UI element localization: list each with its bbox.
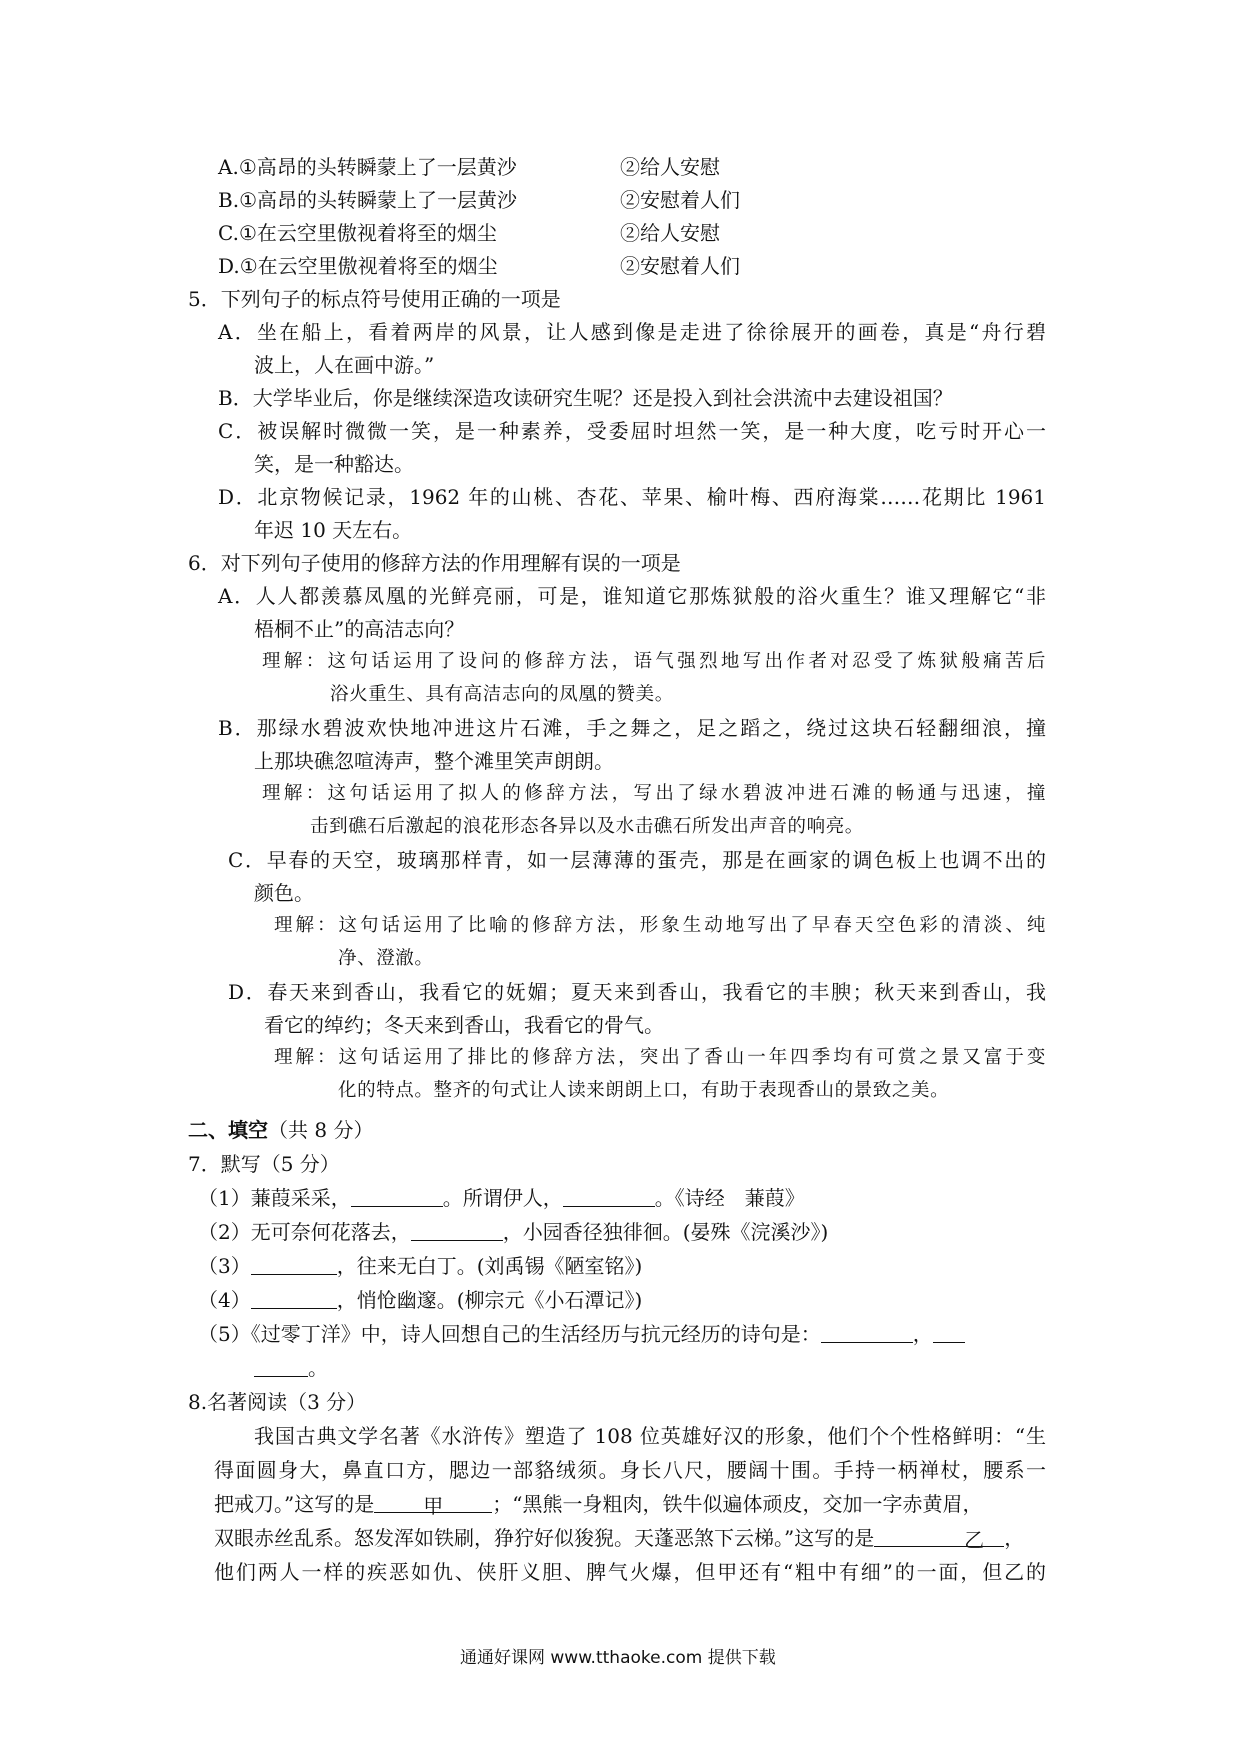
q4-option-d-part2: ②安慰着人们 (620, 254, 740, 278)
q6-option-b-line1: B．那绿水碧波欢快地冲进这片石滩，手之舞之，足之蹈之，绕过这块石轻翻细浪，撞 (218, 716, 1046, 740)
q6-option-d-line2: 看它的绰约；冬天来到香山，我看它的骨气。 (264, 1013, 664, 1037)
q6-option-a-explanation-line2: 浴火重生、具有高洁志向的凤凰的赞美。 (330, 684, 674, 705)
q5-option-b: B．大学毕业后，你是继续深造攻读研究生呢？还是投入到社会洪流中去建设祖国？ (218, 386, 953, 410)
q5-option-c-line2: 笑，是一种豁达。 (254, 452, 414, 476)
answer-blank[interactable] (563, 1186, 655, 1207)
answer-blank[interactable] (251, 1254, 337, 1275)
q7-item-3: （3） ，往来无白丁。(刘禹锡《陋室铭》) (198, 1254, 643, 1278)
answer-blank-yi[interactable]: 乙 (874, 1526, 1004, 1547)
section-heading (188, 1116, 373, 1144)
answer-blank[interactable] (351, 1186, 443, 1207)
q6-option-b-explanation-line2: 击到礁石后激起的浪花形态各异以及水击礁石所发出声音的响亮。 (310, 816, 864, 837)
q5-option-d-line1: D．北京物候记录，1962 年的山桃、杏花、苹果、榆叶梅、西府海棠……花期比 1961 (218, 485, 1046, 509)
q7-item-5-continued: 。 (254, 1354, 328, 1382)
q6-option-d-explanation-line1: 理解：这句话运用了排比的修辞方法，突出了香山一年四季均有可赏之景又富于变 (274, 1047, 1046, 1068)
q4-option-b-part2: ②安慰着人们 (620, 188, 740, 212)
q7-item-4: （4） ，悄怆幽邃。(柳宗元《小石潭记》) (198, 1288, 643, 1312)
q6-option-d-line1: D．春天来到香山，我看它的妩媚；夏天来到香山，我看它的丰腴；秋天来到香山，我 (228, 980, 1046, 1004)
q6-option-b-explanation-line1: 理解：这句话运用了拟人的修辞方法，写出了绿水碧波冲进石滩的畅通与迅速，撞 (262, 783, 1046, 804)
q8-paragraph-line2: 得面圆身大，鼻直口方，腮边一部貉绒须。身长八尺，腰阔十围。手持一柄禅杖，腰系一 (214, 1458, 1046, 1482)
q4-option-c: C.①在云空里傲视着将至的烟尘 (218, 221, 497, 245)
q4-option-c-part2: ②给人安慰 (620, 221, 720, 245)
q6-option-a-line2: 梧桐不止”的高洁志向？ (254, 617, 465, 641)
q5-option-a-line1: A．坐在船上，看着两岸的风景，让人感到像是走进了徐徐展开的画卷，真是“舟行碧 (218, 320, 1046, 344)
q6-option-c-line2: 颜色。 (254, 881, 314, 905)
q7-stem: 7．默写（5 分） (188, 1152, 340, 1176)
q4-option-a-part2: ②给人安慰 (620, 155, 720, 179)
footer-watermark: 通通好课网 www.tthaoke.com 提供下载 (460, 1648, 776, 1668)
q4-option-d: D.①在云空里傲视着将至的烟尘 (218, 254, 498, 278)
section-title: 二、填空 (188, 1118, 268, 1142)
q6-option-b-line2: 上那块礁忽喧涛声，整个滩里笑声朗朗。 (254, 749, 614, 773)
q8-paragraph-line3: 把戒刀。”这写的是 甲 ；“黑熊一身粗肉，铁牛似遍体顽皮，交加一字赤黄眉， (214, 1492, 983, 1518)
q8-paragraph-line1: 我国古典文学名著《水浒传》塑造了 108 位英雄好汉的形象，他们个个性格鲜明：“生 (254, 1424, 1046, 1448)
q5-stem: 5．下列句子的标点符号使用正确的一项是 (188, 287, 561, 311)
q5-option-c-line1: C．被误解时微微一笑，是一种素养，受委屈时坦然一笑，是一种大度，吃亏时开心一 (218, 419, 1046, 443)
q4-option-a: A.①高昂的头转瞬蒙上了一层黄沙 (218, 155, 517, 179)
q6-option-a-explanation-line1: 理解：这句话运用了设问的修辞方法，语气强烈地写出作者对忍受了炼狱般痛苦后 (262, 651, 1046, 672)
q4-option-b: B.①高昂的头转瞬蒙上了一层黄沙 (218, 188, 517, 212)
answer-blank-jia[interactable]: 甲 (374, 1492, 492, 1513)
q8-stem: 8.名著阅读（3 分） (188, 1390, 367, 1414)
q7-item-1: （1）蒹葭采采， 。所谓伊人， 。《诗经 蒹葭》 (198, 1186, 805, 1210)
q5-option-a-line2: 波上，人在画中游。” (254, 353, 435, 377)
answer-blank[interactable] (251, 1288, 337, 1309)
q6-option-c-line1: C．早春的天空，玻璃那样青，如一层薄薄的蛋壳，那是在画家的调色板上也调不出的 (228, 848, 1046, 872)
q5-option-d-line2: 年迟 10 天左右。 (254, 518, 413, 542)
q8-paragraph-line5: 他们两人一样的疾恶如仇、侠肝义胆、脾气火爆，但甲还有“粗中有细”的一面，但乙的 (214, 1560, 1046, 1584)
q6-stem: 6．对下列句子使用的修辞方法的作用理解有误的一项是 (188, 551, 681, 575)
q7-item-5: （5）《过零丁洋》中，诗人回想自己的生活经历与抗元经历的诗句是： ， (198, 1320, 965, 1348)
q6-option-c-explanation-line2: 净、澄澈。 (338, 948, 434, 969)
q6-option-c-explanation-line1: 理解：这句话运用了比喻的修辞方法，形象生动地写出了早春天空色彩的清淡、纯 (274, 915, 1046, 936)
answer-blank[interactable] (821, 1322, 913, 1343)
q8-paragraph-line4: 双眼赤丝乱系。怒发浑如铁刷，狰狞好似狻猊。天蓬恶煞下云梯。”这写的是 乙 ， (214, 1526, 1025, 1552)
section-score: （共 8 分） (268, 1118, 374, 1142)
answer-blank[interactable] (411, 1220, 503, 1241)
answer-blank[interactable] (254, 1356, 308, 1377)
q6-option-a-line1: A．人人都羡慕凤凰的光鲜亮丽，可是，谁知道它那炼狱般的浴火重生？谁又理解它“非 (218, 584, 1046, 608)
answer-blank[interactable] (933, 1322, 965, 1343)
q6-option-d-explanation-line2: 化的特点。整齐的句式让人读来朗朗上口，有助于表现香山的景致之美。 (338, 1080, 950, 1101)
q7-item-2: （2）无可奈何花落去， ，小园香径独徘徊。(晏殊《浣溪沙》) (198, 1220, 829, 1244)
